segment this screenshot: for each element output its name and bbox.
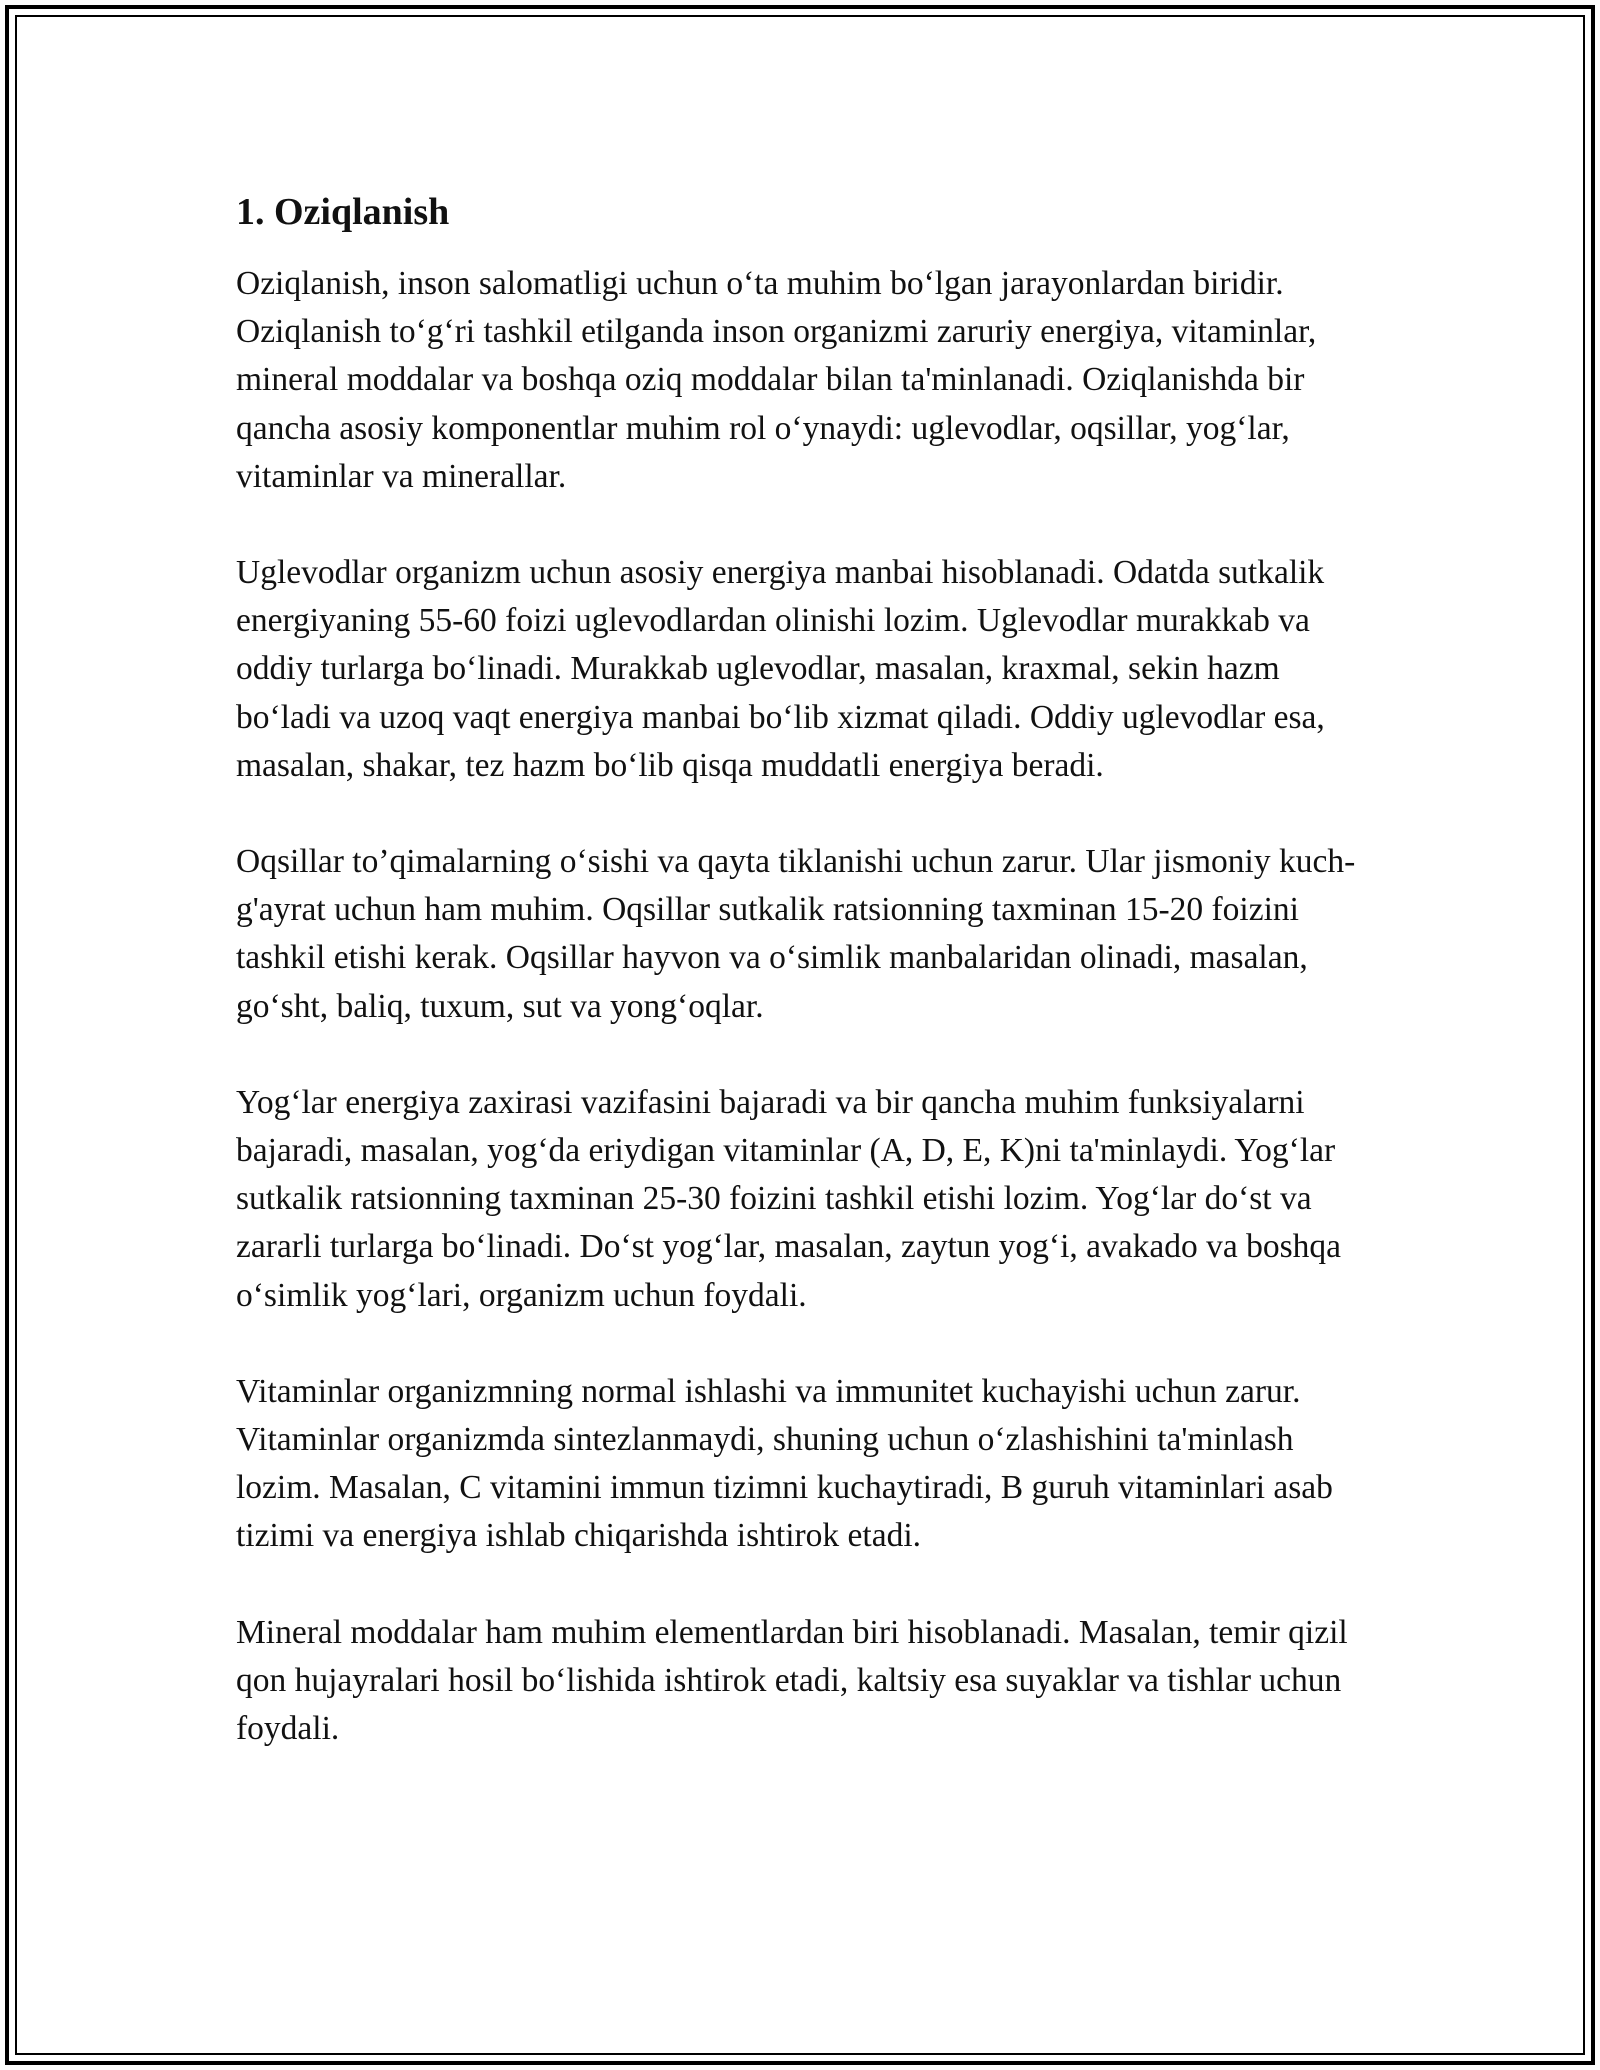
paragraph-minerals: Mineral moddalar ham muhim elementlardan biri hisoblanadi. Masalan, temir qizil qon hujayralari hosil bo‘lishida ishtirok etadi, kaltsiy esa suyaklar va tishlar uchun foydali. (236, 1613, 1348, 1748)
paragraph-vitamins: Vitaminlar organizmning normal ishlashi va immunitet kuchayishi uchun zarur. Vitaminlar organizmda sintezlanmaydi, shuning uchun o‘zlashishini ta'minlash lozim. Masalan, C vitamini immun tizimni kuchaytiradi, B guruh vitaminlari asab tizimi va energiya ishlab chiqarishda ishtirok etadi. (236, 1372, 1333, 1555)
document-body (236, 188, 1376, 1801)
section-heading: 1. Oziqlanish (236, 191, 450, 233)
paragraph-carbohydrates: Uglevodlar organizm uchun asosiy energiya manbai hisoblanadi. Odatda sutkalik energiyaning 55-60 foizi uglevodlardan olinishi lozim. Uglevodlar murakkab va oddiy turlarga bo‘linadi. Murakkab uglevodlar, masalan, kraxmal, sekin hazm bo‘ladi va uzoq vaqt energiya manbai bo‘lib xizmat qiladi. Oddiy uglevodlar esa, masalan, shakar, tez hazm bo‘lib qisqa muddatli energiya beradi. (236, 554, 1325, 784)
paragraph-fats: Yog‘lar energiya zaxirasi vazifasini bajaradi va bir qancha muhim funksiyalarni bajaradi, masalan, yog‘da eriydigan vitaminlar (A, D, E, K)ni ta'minlaydi. Yog‘lar sutkalik ratsionning taxminan 25-30 foizini tashkil etishi lozim. Yog‘lar do‘st va zararli turlarga bo‘linadi. Do‘st yog‘lar, masalan, zaytun yog‘i, avakado va boshqa o‘simlik yog‘lari, organizm uchun foydali. (236, 1083, 1342, 1314)
paragraph-proteins: Oqsillar to’qimalarning o‘sishi va qayta tiklanishi uchun zarur. Ular jismoniy kuch-g'ayrat uchun ham muhim. Oqsillar sutkalik ratsionning taxminan 15-20 foizini tashkil etishi kerak. Oqsillar hayvon va o‘simlik manbalaridan olinadi, masalan, go‘sht, baliq, tuxum, sut va yong‘oqlar. (236, 843, 1356, 1025)
paragraph-intro: Oziqlanish, inson salomatligi uchun o‘ta muhim bo‘lgan jarayonlardan biridir. Oziqlanish to‘g‘ri tashkil etilganda inson organizmi zaruriy energiya, vitaminlar, mineral moddalar va boshqa oziq moddalar bilan ta'minlanadi. Oziqlanishda bir qancha asosiy komponentlar muhim rol o‘ynaydi: uglevodlar, oqsillar, yog‘lar, vitaminlar va minerallar. (236, 265, 1317, 495)
